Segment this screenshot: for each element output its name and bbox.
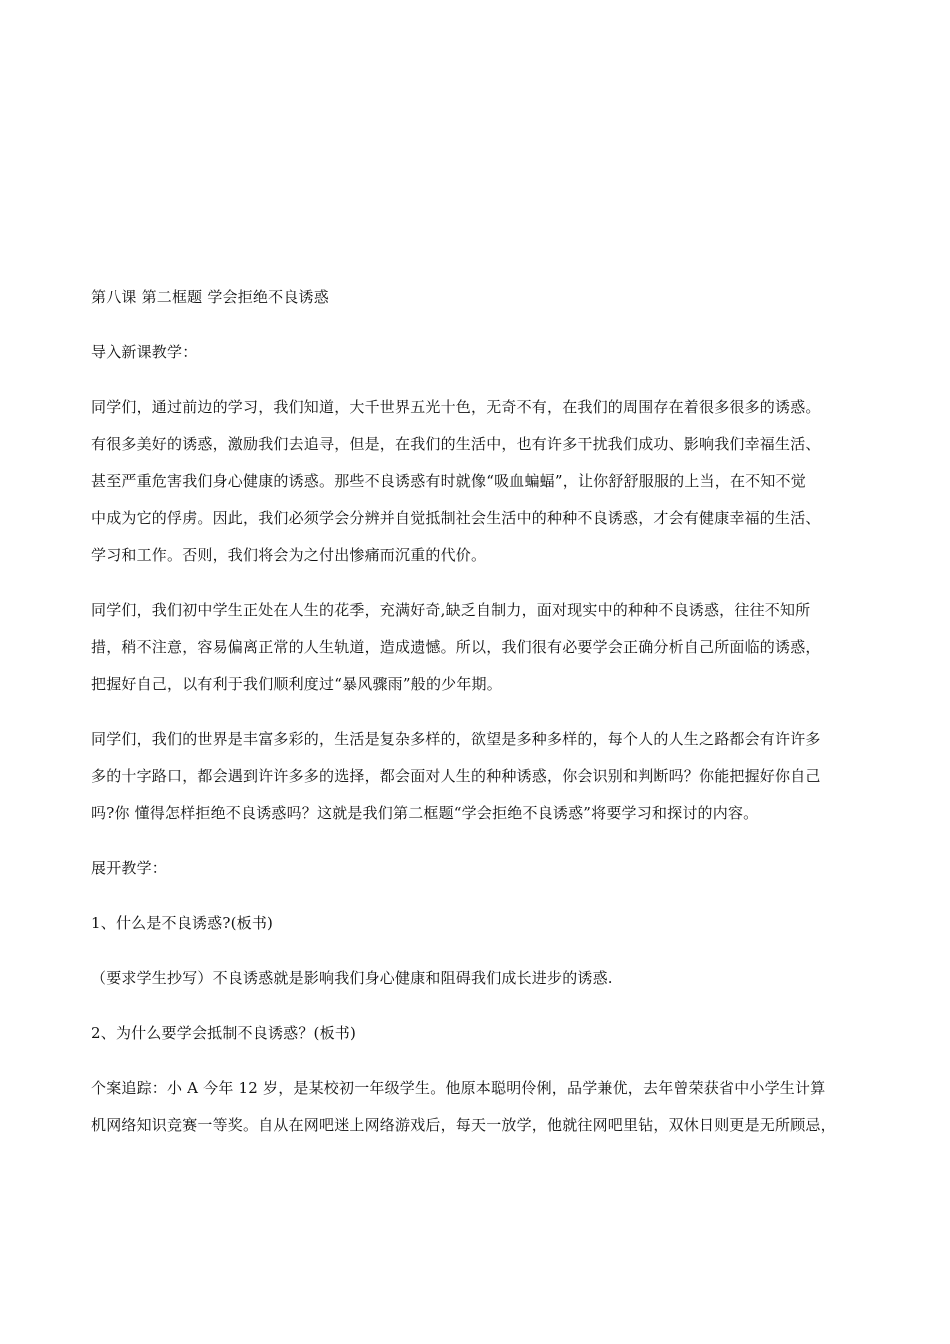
expand-heading: 展开教学： xyxy=(91,859,168,877)
text-line: 学习和工作。否则，我们将会为之付出惨痛而沉重的代价。 xyxy=(91,546,487,564)
text-line: 甚至严重危害我们身心健康的诱惑。那些不良诱惑有时就像“吸血蝙蝠”，让你舒舒服服的上当，在不知不觉 xyxy=(91,472,806,490)
text-line: 同学们，我们初中学生正处在人生的花季，充满好奇,缺乏自制力，面对现实中的种种不良诱惑，往往不知所 xyxy=(91,601,811,619)
text-line: 同学们，通过前边的学习，我们知道，大千世界五光十色，无奇不有，在我们的周围存在着很多很多的诱惑。 xyxy=(91,398,821,416)
paragraph-1 xyxy=(91,389,881,574)
case-study xyxy=(91,1070,881,1144)
text-line: 个案追踪：小 A 今年 12 岁，是某校初一年级学生。他原本聪明伶俐，品学兼优，去年曾荣获省中小学生计算 xyxy=(91,1079,826,1097)
text-line: 中成为它的俘虏。因此，我们必须学会分辨并自觉抵制社会生活中的种种不良诱惑，才会有健康幸福的生活、 xyxy=(91,509,821,527)
text-line: 把握好自己，以有利于我们顺利度过“暴风骤雨”般的少年期。 xyxy=(91,675,502,693)
text-line: 措，稍不注意，容易偏离正常的人生轨道，造成遗憾。所以，我们很有必要学会正确分析自己所面临的诱惑， xyxy=(91,638,821,656)
lesson-title: 第八课 第二框题 学会拒绝不良诱惑 xyxy=(91,288,329,306)
document-body xyxy=(91,279,881,1144)
text-line: 同学们，我们的世界是丰富多彩的，生活是复杂多样的，欲望是多种多样的，每个人的人生之路都会有许许多 xyxy=(91,730,821,748)
text-line: 吗?你 懂得怎样拒绝不良诱惑吗？这就是我们第二框题“学会拒绝不良诱惑”将要学习和探讨的内容。 xyxy=(91,804,759,822)
paragraph-2 xyxy=(91,592,881,703)
text-line: 有很多美好的诱惑，激励我们去追寻，但是，在我们的生活中，也有许多干扰我们成功、影响我们幸福生活、 xyxy=(91,435,821,453)
paragraph-3 xyxy=(91,721,881,832)
text-line: 多的十字路口，都会遇到许许多多的选择，都会面对人生的种种诱惑，你会识别和判断吗？你能把握好你自己 xyxy=(91,767,821,785)
intro-heading: 导入新课教学： xyxy=(91,343,198,361)
question-1: 1、什么是不良诱惑?(板书) xyxy=(91,914,274,932)
question-1-answer: （要求学生抄写）不良诱惑就是影响我们身心健康和阻碍我们成长进步的诱惑. xyxy=(91,969,613,987)
question-2: 2、为什么要学会抵制不良诱惑？(板书) xyxy=(91,1024,357,1042)
text-line: 机网络知识竞赛一等奖。自从在网吧迷上网络游戏后，每天一放学，他就往网吧里钻，双休日则更是无所顾忌， xyxy=(91,1116,836,1134)
